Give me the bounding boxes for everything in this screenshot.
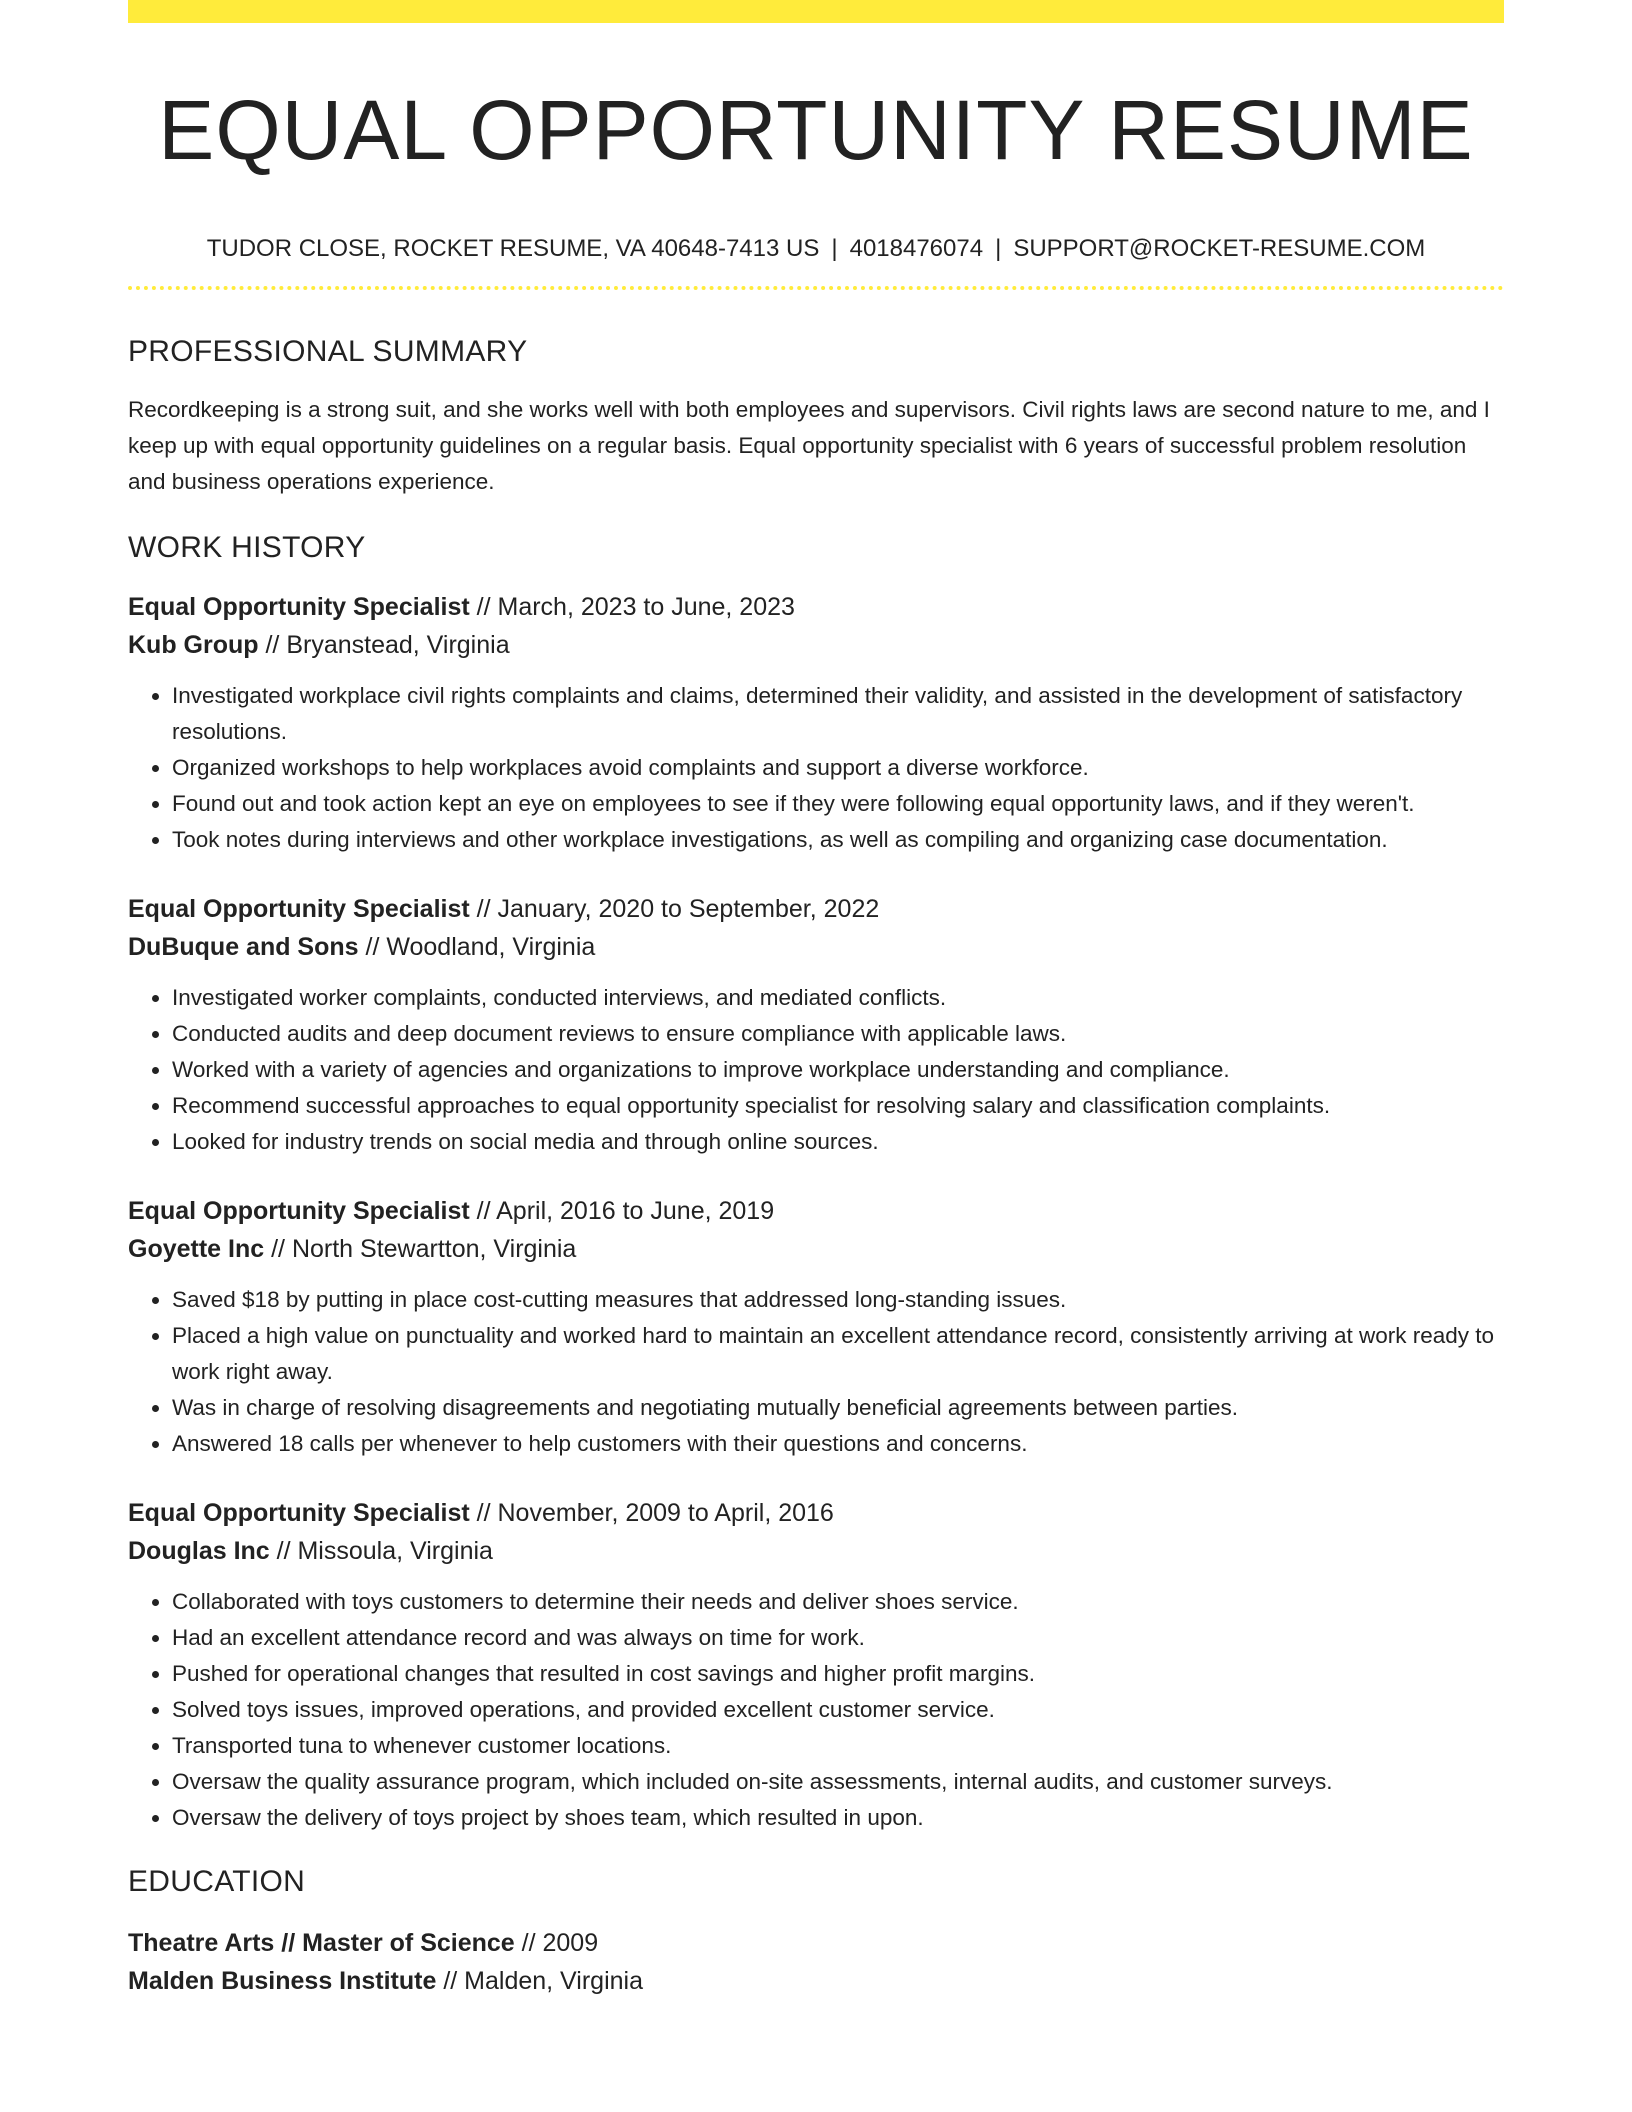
summary-text: Recordkeeping is a strong suit, and she works well with both employees and supervisors. Civil rights laws are second nature to me, and I keep up with equal opportunity guidelines on a regular basis. Equal opportunity specialist with 6 years of successful problem resolution and business operations experience.: [128, 397, 1490, 494]
job-role: Equal Opportunity Specialist: [128, 1197, 470, 1225]
bullet-item: • Collaborated with toys customers to determine their needs and deliver shoes service.: [172, 1584, 1504, 1620]
education-location: // Malden, Virginia: [436, 1967, 643, 1995]
job-location: // Woodland, Virginia: [358, 933, 596, 961]
job-entry: [128, 1494, 1504, 1836]
bullet-item: • Conducted audits and deep document reviews to ensure compliance with applicable laws.: [172, 1016, 1504, 1052]
job-role: Equal Opportunity Specialist: [128, 1499, 470, 1527]
job-bullets: [128, 980, 1504, 1160]
bullet-item: • Saved $18 by putting in place cost-cutting measures that addressed long-standing issues.: [172, 1282, 1504, 1318]
education-degree: Theatre Arts // Master of Science: [128, 1929, 515, 1957]
bullet-item: • Found out and took action kept an eye on employees to see if they were following equal opportunity laws, and if they weren't.: [172, 786, 1504, 822]
bullet-item: • Organized workshops to help workplaces avoid complaints and support a diverse workforce.: [172, 750, 1504, 786]
job-bullets: [128, 1584, 1504, 1836]
job-dates: // April, 2016 to June, 2019: [469, 1197, 775, 1225]
contact-line: [128, 234, 1504, 264]
job-entry: [128, 890, 1504, 1160]
contact-phone: 4018476074: [849, 235, 984, 262]
bullet-item: • Looked for industry trends on social media and through online sources.: [172, 1124, 1504, 1160]
bullet-item: • Recommend successful approaches to equal opportunity specialist for resolving salary and classification complaints.: [172, 1088, 1504, 1124]
job-title-line: [128, 1494, 1504, 1532]
bullet-item: • Had an excellent attendance record and was always on time for work.: [172, 1620, 1504, 1656]
job-role: Equal Opportunity Specialist: [128, 593, 470, 621]
education-year: // 2009: [514, 1929, 599, 1957]
job-company: DuBuque and Sons: [128, 933, 359, 961]
education-heading: EDUCATION: [128, 1865, 306, 1898]
bullet-item: • Answered 18 calls per whenever to help customers with their questions and concerns.: [172, 1426, 1504, 1462]
job-company-line: [128, 1532, 1504, 1570]
job-company-line: [128, 928, 1504, 966]
bullet-item: • Worked with a variety of agencies and organizations to improve workplace understanding and compliance.: [172, 1052, 1504, 1088]
job-company: Goyette Inc: [128, 1235, 265, 1263]
contact-separator: |: [831, 235, 838, 262]
job-bullets: [128, 678, 1504, 858]
bullet-item: • Placed a high value on punctuality and worked hard to maintain an excellent attendance record, consistently arriving at work ready to work right away.: [172, 1318, 1504, 1390]
bullet-item: • Investigated workplace civil rights complaints and claims, determined their validity, and assisted in the development of satisfactory resolutions.: [172, 678, 1504, 750]
job-role: Equal Opportunity Specialist: [128, 895, 470, 923]
job-title-line: [128, 1192, 1504, 1230]
bullet-item: • Was in charge of resolving disagreements and negotiating mutually beneficial agreements between parties.: [172, 1390, 1504, 1426]
bullet-item: • Oversaw the quality assurance program, which included on-site assessments, internal audits, and customer surveys.: [172, 1764, 1504, 1800]
job-title-line: [128, 890, 1504, 928]
education-degree-line: [128, 1924, 1504, 1962]
job-bullets: [128, 1282, 1504, 1462]
job-dates: // March, 2023 to June, 2023: [469, 593, 795, 621]
job-location: // Bryanstead, Virginia: [258, 631, 510, 659]
job-entry: [128, 1192, 1504, 1462]
contact-email: SUPPORT@ROCKET-RESUME.COM: [1013, 235, 1426, 262]
education-school: Malden Business Institute: [128, 1967, 437, 1995]
job-entry: [128, 588, 1504, 858]
dotted-divider: [128, 286, 1504, 290]
work-history-heading: WORK HISTORY: [128, 531, 366, 564]
bullet-item: • Investigated worker complaints, conducted interviews, and mediated conflicts.: [172, 980, 1504, 1016]
summary-heading: PROFESSIONAL SUMMARY: [128, 335, 528, 368]
job-company: Kub Group: [128, 631, 259, 659]
job-location: // Missoula, Virginia: [269, 1537, 493, 1565]
contact-separator: |: [995, 235, 1002, 262]
job-company-line: [128, 1230, 1504, 1268]
bullet-item: • Pushed for operational changes that resulted in cost savings and higher profit margins.: [172, 1656, 1504, 1692]
resume-name: EQUAL OPPORTUNITY RESUME: [158, 83, 1474, 177]
job-dates: // January, 2020 to September, 2022: [469, 895, 880, 923]
bullet-item: • Oversaw the delivery of toys project by shoes team, which resulted in upon.: [172, 1800, 1504, 1836]
education-school-line: [128, 1962, 1504, 2000]
job-location: // North Stewartton, Virginia: [264, 1235, 577, 1263]
bullet-item: • Took notes during interviews and other workplace investigations, as well as compiling and organizing case documentation.: [172, 822, 1504, 858]
bullet-item: • Transported tuna to whenever customer locations.: [172, 1728, 1504, 1764]
job-title-line: [128, 588, 1504, 626]
contact-address: TUDOR CLOSE, ROCKET RESUME, VA 40648-7413 US: [206, 235, 820, 262]
job-dates: // November, 2009 to April, 2016: [469, 1499, 834, 1527]
bullet-item: • Solved toys issues, improved operations, and provided excellent customer service.: [172, 1692, 1504, 1728]
resume-content: [128, 0, 1504, 2000]
job-company-line: [128, 626, 1504, 664]
job-company: Douglas Inc: [128, 1537, 270, 1565]
